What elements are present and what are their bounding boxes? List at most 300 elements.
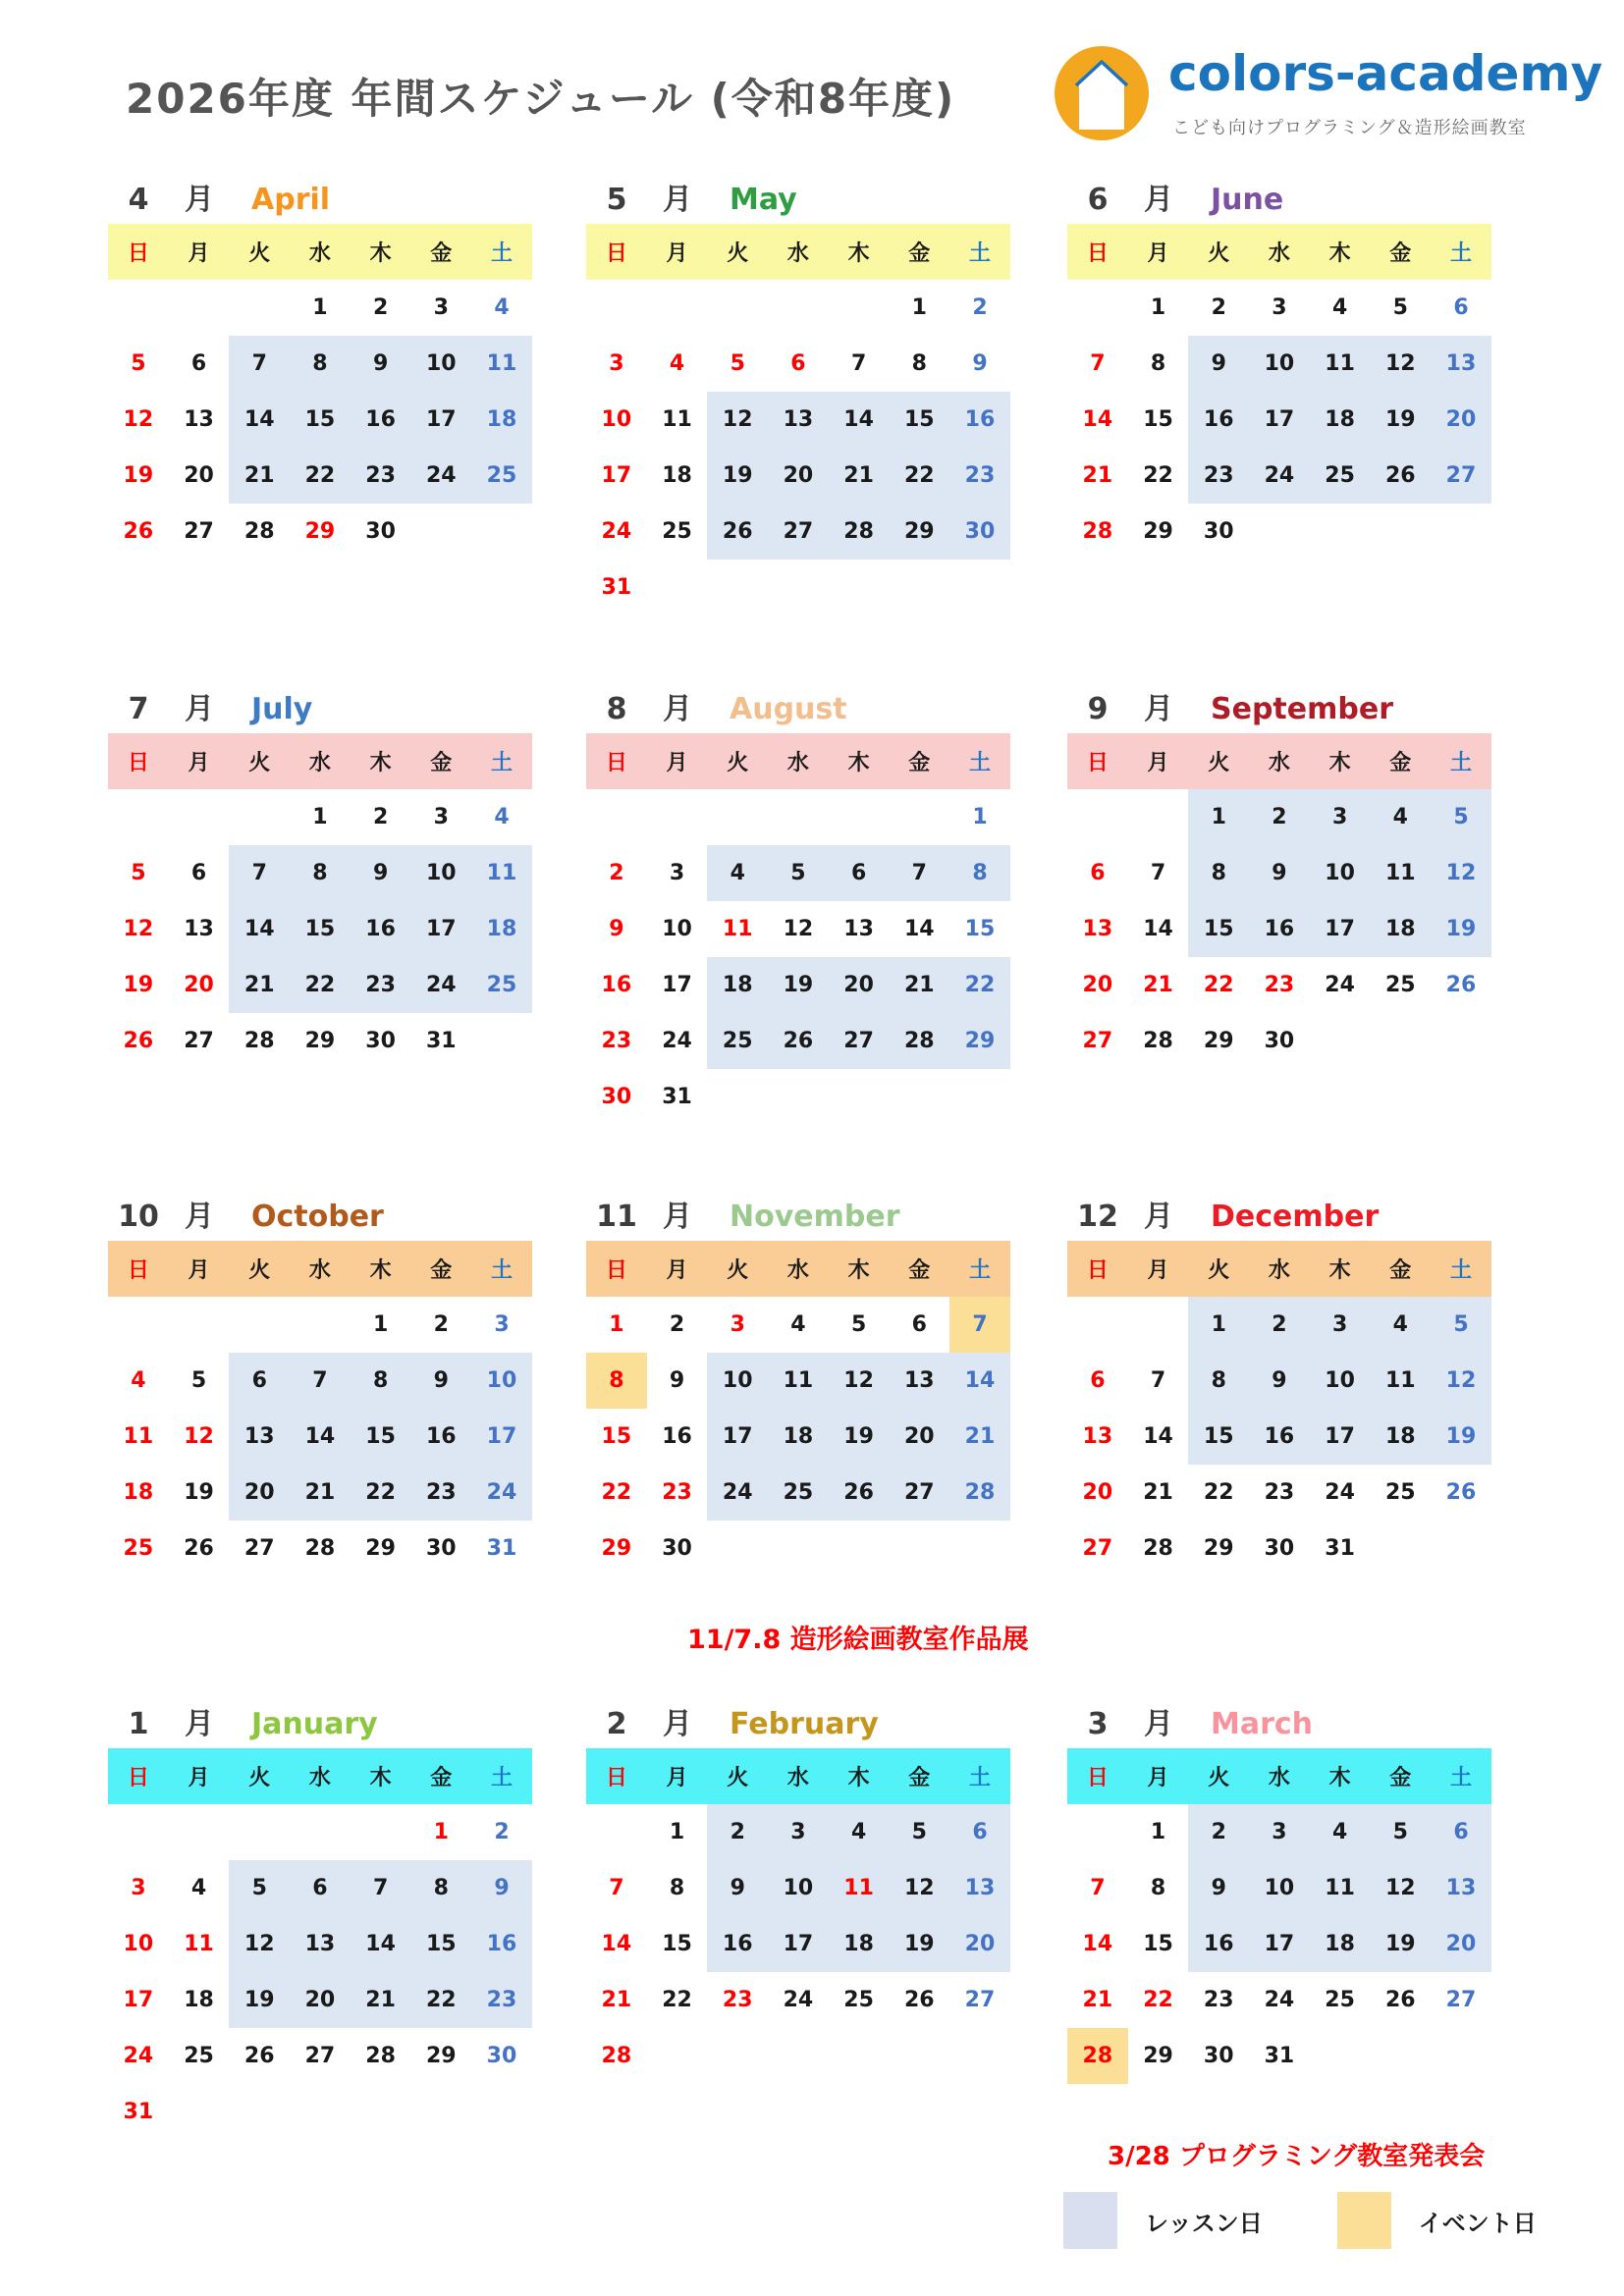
day-cell: 28	[244, 1029, 275, 1053]
day-cell: 22	[949, 957, 1010, 1013]
day-cell: 14	[1082, 407, 1113, 432]
day-cell: 17	[1249, 392, 1310, 448]
day-cell: 18	[471, 901, 532, 957]
day-cell: 1	[433, 1820, 449, 1844]
day-cell: 18	[1310, 392, 1371, 448]
day-cell: 28	[1067, 2028, 1128, 2084]
day-cell: 12	[707, 392, 768, 448]
weekday-label: 土	[968, 1766, 991, 1790]
day-cell: 8	[669, 1876, 685, 1900]
day-cell: 12	[1431, 1353, 1491, 1409]
day-cell: 24	[601, 519, 632, 544]
month-february	[586, 1699, 1010, 2084]
day-cell: 15	[290, 901, 351, 957]
day-cell: 29	[365, 1536, 396, 1561]
day-cell: 14	[601, 1932, 632, 1956]
day-cell: 17	[1249, 1916, 1310, 1972]
lesson-day-swatch	[1063, 2192, 1117, 2249]
day-cell: 24	[410, 957, 471, 1013]
day-cell: 5	[889, 1804, 949, 1860]
weekday-label: 金	[908, 1258, 931, 1283]
day-cell: 11	[829, 1860, 890, 1916]
empty-cell	[1067, 1804, 1128, 1860]
empty-cell	[768, 789, 829, 845]
weekday-label: 月	[1147, 1258, 1169, 1283]
day-cell: 6	[1090, 1368, 1106, 1393]
weekday-header	[1067, 224, 1491, 280]
day-cell: 10	[410, 336, 471, 392]
day-cell: 24	[783, 1988, 814, 2012]
day-cell: 27	[889, 1465, 949, 1521]
weekday-label: 火	[727, 1258, 749, 1283]
day-cell: 22	[290, 448, 351, 504]
day-cell: 1	[372, 1312, 389, 1337]
day-cell: 15	[1188, 1409, 1249, 1465]
weekday-label: 火	[727, 751, 749, 775]
day-cell: 2	[669, 1312, 685, 1337]
day-cell: 1	[1150, 295, 1166, 320]
day-cell: 31	[425, 1029, 457, 1053]
empty-cell	[229, 280, 290, 336]
day-cell: 13	[949, 1860, 1010, 1916]
logo-wordmark: colors-academy	[1168, 45, 1603, 102]
weekday-label: 金	[908, 241, 931, 266]
day-cell: 12	[1431, 845, 1491, 901]
day-cell: 28	[1143, 1029, 1173, 1053]
day-cell: 5	[1392, 295, 1408, 320]
day-cell: 6	[290, 1860, 351, 1916]
weekday-header	[1067, 733, 1491, 789]
day-cell: 19	[707, 448, 768, 504]
day-cell: 13	[1431, 1860, 1491, 1916]
weekday-header	[108, 1241, 532, 1297]
day-cell: 5	[190, 1368, 207, 1393]
day-cell: 5	[730, 351, 745, 376]
month-title	[586, 175, 1010, 217]
weekday-label: 月	[666, 751, 688, 775]
weekday-label: 水	[786, 751, 809, 775]
day-cell: 13	[229, 1409, 290, 1465]
day-cell: 14	[1143, 917, 1173, 941]
weekday-label: 木	[1328, 241, 1351, 266]
day-cell: 12	[123, 407, 154, 432]
empty-cell	[889, 789, 949, 845]
date-grid	[1067, 789, 1491, 1069]
weekday-header	[1067, 1748, 1491, 1804]
day-cell: 4	[494, 295, 510, 320]
day-cell: 2	[707, 1804, 768, 1860]
day-cell: 12	[829, 1353, 890, 1409]
day-cell: 23	[410, 1465, 471, 1521]
day-cell: 30	[949, 504, 1010, 560]
day-cell: 27	[1445, 1988, 1477, 2012]
day-cell: 16	[601, 973, 632, 997]
day-cell: 9	[1188, 1860, 1249, 1916]
day-cell: 3	[768, 1804, 829, 1860]
day-cell: 14	[949, 1353, 1010, 1409]
day-cell: 1	[972, 805, 988, 829]
day-cell: 21	[1143, 1480, 1173, 1505]
day-cell: 9	[609, 917, 624, 941]
day-cell: 15	[1143, 1932, 1173, 1956]
day-cell: 25	[1310, 448, 1371, 504]
empty-cell	[768, 280, 829, 336]
day-cell: 8	[290, 336, 351, 392]
month-title-part: 月	[663, 183, 692, 217]
weekday-label: 月	[666, 1258, 688, 1283]
month-title	[586, 1192, 1010, 1234]
day-cell: 25	[768, 1465, 829, 1521]
empty-cell	[1067, 280, 1128, 336]
month-march	[1067, 1699, 1491, 2084]
day-cell: 9	[351, 336, 411, 392]
day-cell: 15	[290, 392, 351, 448]
weekday-label: 金	[1389, 1258, 1412, 1283]
day-cell: 21	[949, 1409, 1010, 1465]
day-cell: 20	[184, 463, 214, 488]
day-cell: 20	[1431, 392, 1491, 448]
day-cell: 27	[1431, 448, 1491, 504]
day-cell: 22	[1203, 973, 1234, 997]
weekday-label: 土	[1449, 751, 1472, 775]
empty-cell	[108, 280, 169, 336]
day-cell: 29	[601, 1536, 632, 1561]
day-cell: 31	[662, 1085, 692, 1109]
day-cell: 30	[425, 1536, 457, 1561]
day-cell: 18	[1310, 1916, 1371, 1972]
weekday-label: 金	[430, 751, 453, 775]
day-cell: 24	[1264, 1988, 1295, 2012]
month-november	[586, 1192, 1010, 1576]
month-title	[108, 1192, 532, 1234]
weekday-label: 土	[1449, 1258, 1472, 1283]
day-cell: 24	[471, 1465, 532, 1521]
weekday-label: 金	[430, 1258, 453, 1283]
day-cell: 19	[829, 1409, 890, 1465]
day-cell: 14	[351, 1916, 411, 1972]
weekday-label: 月	[1147, 1766, 1169, 1790]
day-cell: 2	[372, 295, 389, 320]
day-cell: 5	[1431, 789, 1491, 845]
day-cell: 2	[609, 861, 624, 885]
day-cell: 25	[662, 519, 692, 544]
day-cell: 15	[1188, 901, 1249, 957]
month-title	[586, 684, 1010, 726]
day-cell: 6	[1431, 1804, 1491, 1860]
page-title: 2026年度 年間スケジュール (令和8年度)	[126, 75, 956, 123]
day-cell: 7	[949, 1297, 1010, 1353]
month-title-part: 月	[663, 692, 692, 726]
month-title-part: 月	[663, 1707, 692, 1741]
day-cell: 4	[1370, 1297, 1431, 1353]
weekday-label: 日	[127, 1766, 149, 1790]
day-cell: 17	[1310, 901, 1371, 957]
day-cell: 19	[184, 1480, 214, 1505]
day-cell: 20	[889, 1409, 949, 1465]
day-cell: 17	[601, 463, 632, 488]
day-cell: 12	[1370, 1860, 1431, 1916]
day-cell: 13	[184, 917, 214, 941]
day-cell: 27	[768, 504, 829, 560]
day-cell: 6	[949, 1804, 1010, 1860]
weekday-header	[586, 733, 1010, 789]
weekday-header	[108, 1748, 532, 1804]
day-cell: 28	[1143, 1536, 1173, 1561]
day-cell: 16	[662, 1424, 692, 1449]
day-cell: 9	[669, 1368, 685, 1393]
day-cell: 14	[1143, 1424, 1173, 1449]
weekday-label: 木	[847, 1258, 870, 1283]
weekday-label: 火	[727, 241, 749, 266]
day-cell: 7	[609, 1876, 624, 1900]
day-cell: 3	[1310, 789, 1371, 845]
day-cell: 3	[433, 295, 449, 320]
day-cell: 1	[312, 805, 328, 829]
day-cell: 26	[123, 519, 154, 544]
day-cell: 6	[190, 861, 207, 885]
day-cell: 13	[843, 917, 874, 941]
day-cell: 15	[1143, 407, 1173, 432]
month-title	[108, 684, 532, 726]
day-cell: 5	[1370, 1804, 1431, 1860]
empty-cell	[169, 280, 230, 336]
day-cell: 10	[123, 1932, 154, 1956]
day-cell: 7	[351, 1860, 411, 1916]
day-cell: 10	[601, 407, 632, 432]
day-cell: 13	[889, 1353, 949, 1409]
weekday-label: 土	[968, 1258, 991, 1283]
day-cell: 20	[290, 1972, 351, 2028]
weekday-label: 火	[1208, 1766, 1230, 1790]
empty-cell	[1067, 1297, 1128, 1353]
day-cell: 4	[669, 351, 685, 376]
day-cell: 23	[601, 1029, 632, 1053]
day-cell: 3	[730, 1312, 745, 1337]
day-cell: 5	[1431, 1297, 1491, 1353]
day-cell: 26	[244, 2044, 275, 2068]
empty-cell	[229, 1297, 290, 1353]
day-cell: 29	[425, 2044, 457, 2068]
day-cell: 10	[1310, 845, 1371, 901]
weekday-label: 月	[1147, 241, 1169, 266]
day-cell: 30	[1203, 2044, 1234, 2068]
day-cell: 23	[471, 1972, 532, 2028]
empty-cell	[647, 789, 708, 845]
day-cell: 30	[1264, 1029, 1295, 1053]
day-cell: 9	[1249, 845, 1310, 901]
day-cell: 21	[229, 957, 290, 1013]
lesson-day-label: レッスン日	[1145, 2209, 1263, 2237]
day-cell: 24	[707, 1465, 768, 1521]
day-cell: 7	[889, 845, 949, 901]
day-cell: 1	[1150, 1820, 1166, 1844]
november-event-note: 11/7.8 造形絵画教室作品展	[687, 1625, 1029, 1655]
weekday-label: 火	[248, 1258, 271, 1283]
weekday-label: 金	[1389, 1766, 1412, 1790]
house-in-circle-icon	[1053, 41, 1151, 145]
day-cell: 29	[949, 1013, 1010, 1069]
date-grid	[586, 280, 1010, 615]
day-cell: 2	[1188, 1804, 1249, 1860]
day-cell: 12	[184, 1424, 214, 1449]
month-title	[1067, 684, 1491, 726]
day-cell: 10	[662, 917, 692, 941]
day-cell: 3	[494, 1312, 510, 1337]
day-cell: 21	[889, 957, 949, 1013]
day-cell: 11	[768, 1353, 829, 1409]
day-cell: 22	[1143, 1988, 1173, 2012]
day-cell: 9	[707, 1860, 768, 1916]
day-cell: 17	[123, 1988, 154, 2012]
weekday-label: 金	[430, 1766, 453, 1790]
day-cell: 17	[410, 392, 471, 448]
day-cell: 7	[1150, 861, 1166, 885]
weekday-label: 金	[908, 751, 931, 775]
day-cell: 10	[1249, 336, 1310, 392]
day-cell: 24	[662, 1029, 692, 1053]
day-cell: 31	[123, 2100, 154, 2124]
day-cell: 15	[601, 1424, 632, 1449]
month-title	[1067, 1192, 1491, 1234]
day-cell: 11	[123, 1424, 154, 1449]
day-cell: 3	[433, 805, 449, 829]
day-cell: 1	[609, 1312, 624, 1337]
empty-cell	[108, 1297, 169, 1353]
month-title-part: 11	[596, 1200, 637, 1234]
month-title-part: May	[730, 183, 797, 217]
weekday-label: 金	[430, 241, 453, 266]
day-cell: 26	[184, 1536, 214, 1561]
day-cell: 20	[949, 1916, 1010, 1972]
day-cell: 13	[768, 392, 829, 448]
day-cell: 27	[304, 2044, 336, 2068]
day-cell: 23	[1188, 448, 1249, 504]
weekday-label: 日	[127, 241, 149, 266]
weekday-label: 水	[308, 751, 331, 775]
weekday-label: 日	[127, 1258, 149, 1283]
day-cell: 27	[1082, 1029, 1113, 1053]
month-june	[1067, 175, 1491, 560]
day-cell: 11	[1370, 845, 1431, 901]
day-cell: 30	[486, 2044, 517, 2068]
weekday-label: 土	[968, 751, 991, 775]
weekday-label: 木	[1328, 751, 1351, 775]
day-cell: 21	[351, 1972, 411, 2028]
day-cell: 20	[768, 448, 829, 504]
day-cell: 13	[1082, 1424, 1113, 1449]
day-cell: 11	[471, 845, 532, 901]
date-grid	[1067, 280, 1491, 560]
day-cell: 9	[471, 1860, 532, 1916]
logo-subtitle: こども向けプログラミング＆造形絵画教室	[1172, 118, 1527, 138]
day-cell: 25	[123, 1536, 154, 1561]
day-cell: 14	[290, 1409, 351, 1465]
day-cell: 14	[903, 917, 935, 941]
day-cell: 24	[1325, 1480, 1355, 1505]
weekday-label: 水	[786, 241, 809, 266]
empty-cell	[647, 280, 708, 336]
weekday-label: 水	[1268, 751, 1290, 775]
day-cell: 9	[1249, 1353, 1310, 1409]
weekday-label: 水	[786, 1258, 809, 1283]
weekday-label: 日	[1086, 241, 1109, 266]
empty-cell	[108, 789, 169, 845]
day-cell: 16	[1249, 1409, 1310, 1465]
day-cell: 8	[1150, 351, 1166, 376]
empty-cell	[1128, 789, 1189, 845]
day-cell: 3	[669, 861, 685, 885]
date-grid	[586, 789, 1010, 1125]
day-cell: 27	[1082, 1536, 1113, 1561]
day-cell: 25	[707, 1013, 768, 1069]
empty-cell	[290, 1297, 351, 1353]
weekday-label: 水	[786, 1766, 809, 1790]
day-cell: 6	[1090, 861, 1106, 885]
day-cell: 16	[1249, 901, 1310, 957]
weekday-label: 木	[1328, 1258, 1351, 1283]
day-cell: 18	[1370, 1409, 1431, 1465]
day-cell: 8	[410, 1860, 471, 1916]
empty-cell	[586, 1804, 647, 1860]
weekday-label: 土	[968, 241, 991, 266]
day-cell: 1	[669, 1820, 685, 1844]
day-cell: 27	[964, 1988, 996, 2012]
day-cell: 26	[707, 504, 768, 560]
day-cell: 13	[1431, 336, 1491, 392]
month-july	[108, 684, 532, 1069]
date-grid	[108, 789, 532, 1069]
weekday-label: 日	[605, 1766, 627, 1790]
empty-cell	[707, 789, 768, 845]
day-cell: 3	[1310, 1297, 1371, 1353]
day-cell: 21	[829, 448, 890, 504]
event-day-swatch	[1337, 2192, 1391, 2249]
weekday-header	[586, 1241, 1010, 1297]
weekday-label: 木	[369, 1766, 392, 1790]
month-title-part: 10	[118, 1200, 159, 1234]
day-cell: 28	[829, 504, 890, 560]
weekday-header	[1067, 1241, 1491, 1297]
day-cell: 25	[1384, 1480, 1416, 1505]
day-cell: 22	[1143, 463, 1173, 488]
date-grid	[586, 1297, 1010, 1576]
day-cell: 15	[410, 1916, 471, 1972]
weekday-label: 土	[490, 1258, 513, 1283]
day-cell: 22	[889, 448, 949, 504]
weekday-label: 金	[1389, 241, 1412, 266]
day-cell: 25	[1384, 973, 1416, 997]
weekday-label: 水	[308, 1258, 331, 1283]
day-cell: 16	[410, 1409, 471, 1465]
month-title-part: 9	[1087, 692, 1109, 726]
weekday-label: 日	[1086, 1258, 1109, 1283]
month-title-part: June	[1211, 183, 1284, 217]
day-cell: 18	[707, 957, 768, 1013]
empty-cell	[351, 1804, 411, 1860]
day-cell: 20	[829, 957, 890, 1013]
month-title-part: 8	[606, 692, 627, 726]
empty-cell	[829, 280, 890, 336]
weekday-label: 火	[727, 1766, 749, 1790]
day-cell: 4	[1370, 789, 1431, 845]
march-event-note: 3/28 プログラミング教室発表会	[1108, 2142, 1486, 2171]
day-cell: 5	[850, 1312, 867, 1337]
day-cell: 22	[351, 1465, 411, 1521]
day-cell: 3	[131, 1876, 146, 1900]
day-cell: 18	[1370, 901, 1431, 957]
month-title-part: 月	[1144, 692, 1173, 726]
day-cell: 27	[244, 1536, 275, 1561]
